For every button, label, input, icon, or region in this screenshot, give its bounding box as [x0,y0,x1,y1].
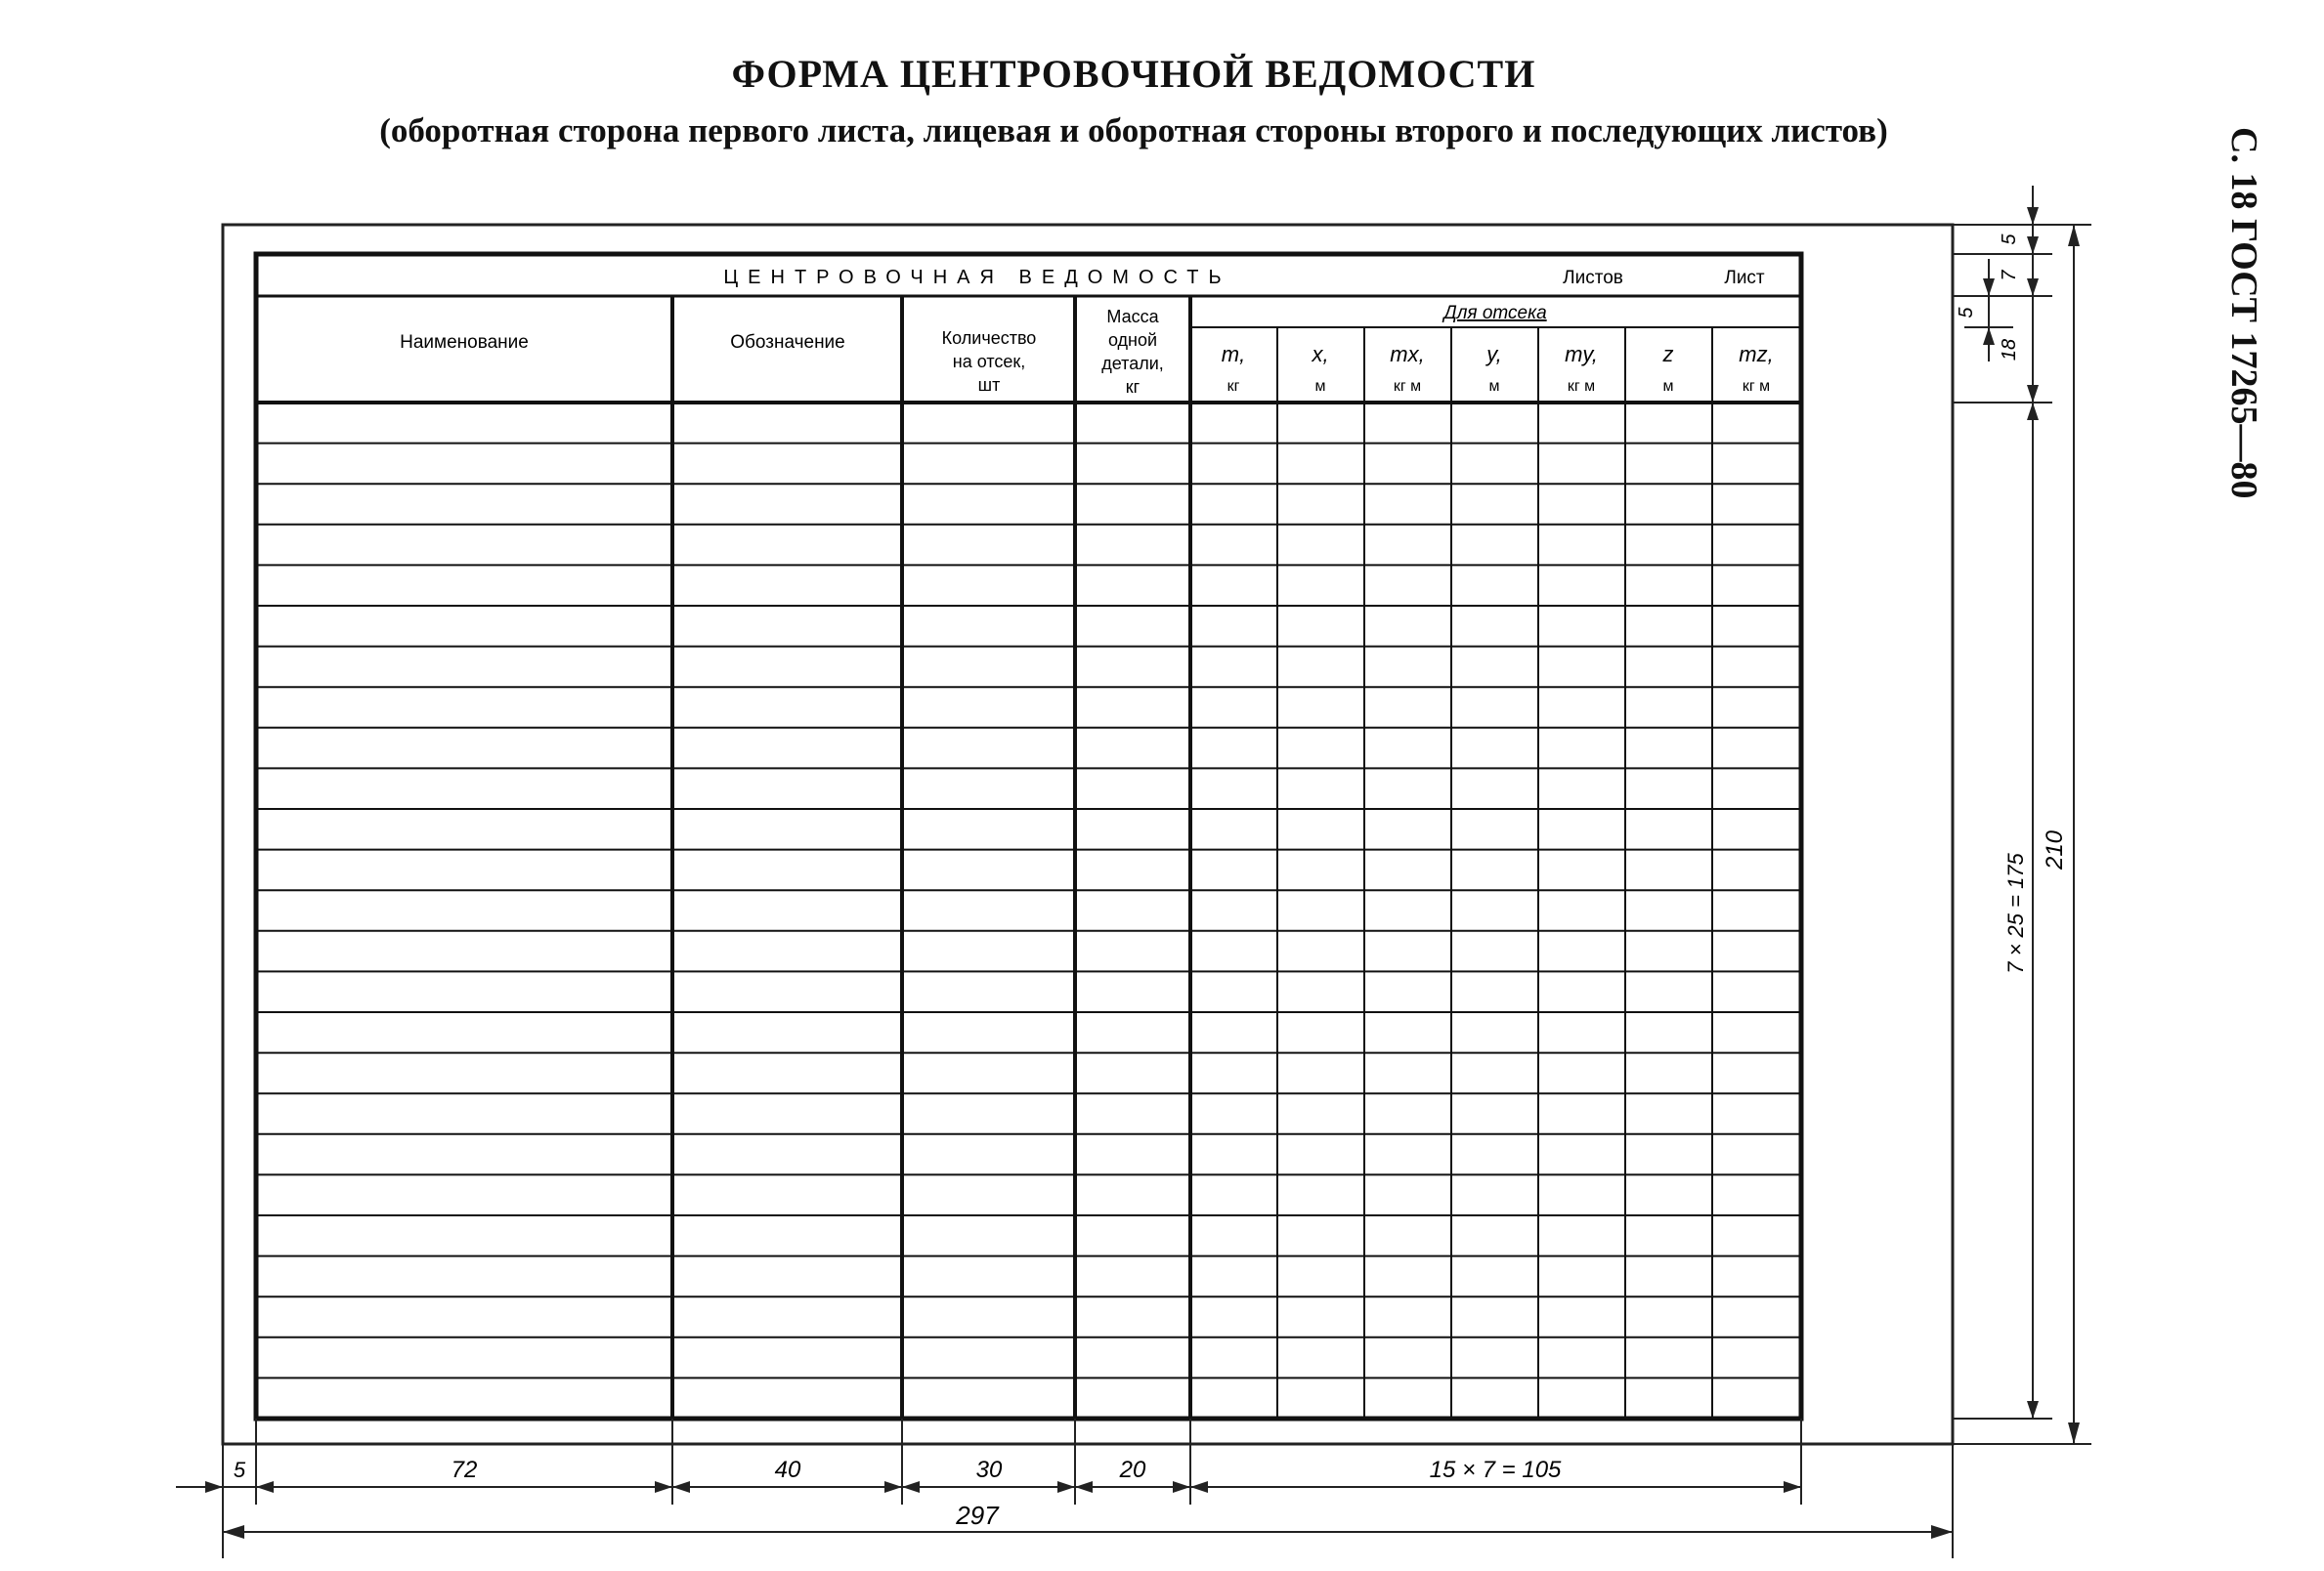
dim-right-7: 7 [1999,270,2020,281]
sub-unit-mz: кг м [1742,378,1771,395]
sub-sym-z: z [1662,342,1674,366]
header-designation: Обозначение [730,332,845,353]
sub-sym-x: x, [1312,342,1329,366]
sub-sym-m: m, [1221,342,1246,366]
dim-bottom-5: 5 [233,1458,246,1482]
dim-overall-width: 297 [956,1501,999,1530]
dim-bottom-30: 30 [975,1457,1003,1483]
header-qty-line2: на отсек, [952,352,1026,371]
page-subtitle: (оборотная сторона первого листа, лицевая и оборотная стороны второго и последующих листов) [379,111,1888,149]
table-frame [256,254,1801,1419]
right-dimensions [1953,186,2091,1444]
body-rows [256,444,1801,1379]
dim-bottom-72: 72 [451,1457,478,1483]
sub-unit-x: м [1314,378,1326,395]
dim-right-18: 18 [1999,338,2020,361]
outer-frame [223,225,1953,1444]
sub-unit-mx: кг м [1393,378,1422,395]
header-mass-line2: одной [1107,330,1158,350]
sub-sym-y: y, [1486,342,1502,366]
sub-unit-z: м [1662,378,1674,395]
sub-unit-y: м [1488,378,1500,395]
sub-unit-m: кг [1227,378,1240,395]
header-qty-line3: шт [977,375,1001,395]
header-mass-line3: детали, [1101,354,1164,373]
header-name: Наименование [400,332,529,353]
sub-unit-my: кг м [1567,378,1596,395]
dim-bottom-105: 15 × 7 = 105 [1429,1457,1562,1483]
sub-sym-mx: mx, [1390,342,1425,366]
bottom-arrows [205,1481,1953,1539]
header-qty-line1: Количество [941,328,1037,348]
page-title: ФОРМА ЦЕНТРОВОЧНОЙ ВЕДОМОСТИ [731,52,1536,96]
dim-overall-height: 210 [2042,829,2068,870]
dim-right-body: 7 × 25 = 175 [2003,853,2028,974]
header-mass-line1: Масса [1106,307,1159,326]
dim-bottom-20: 20 [1119,1457,1146,1483]
dim-bottom-40: 40 [774,1457,801,1483]
right-arrows [1983,207,2080,1444]
page-number-text: С. 18 ГОСТ 17265—80 [2223,127,2264,499]
banner-title: ЦЕНТРОВОЧНАЯ ВЕДОМОСТЬ [723,267,1231,288]
sub-sym-my: my, [1565,342,1598,366]
dim-right-inner-5: 5 [1956,307,1977,318]
header-compartment: Для отсека [1443,303,1547,323]
header-mass-line4: кг [1125,377,1140,397]
dim-right-5: 5 [1999,234,2020,245]
sheet-label: Лист [1724,268,1765,288]
sub-sym-mz: mz, [1739,342,1774,366]
sheets-label: Листов [1563,268,1623,288]
